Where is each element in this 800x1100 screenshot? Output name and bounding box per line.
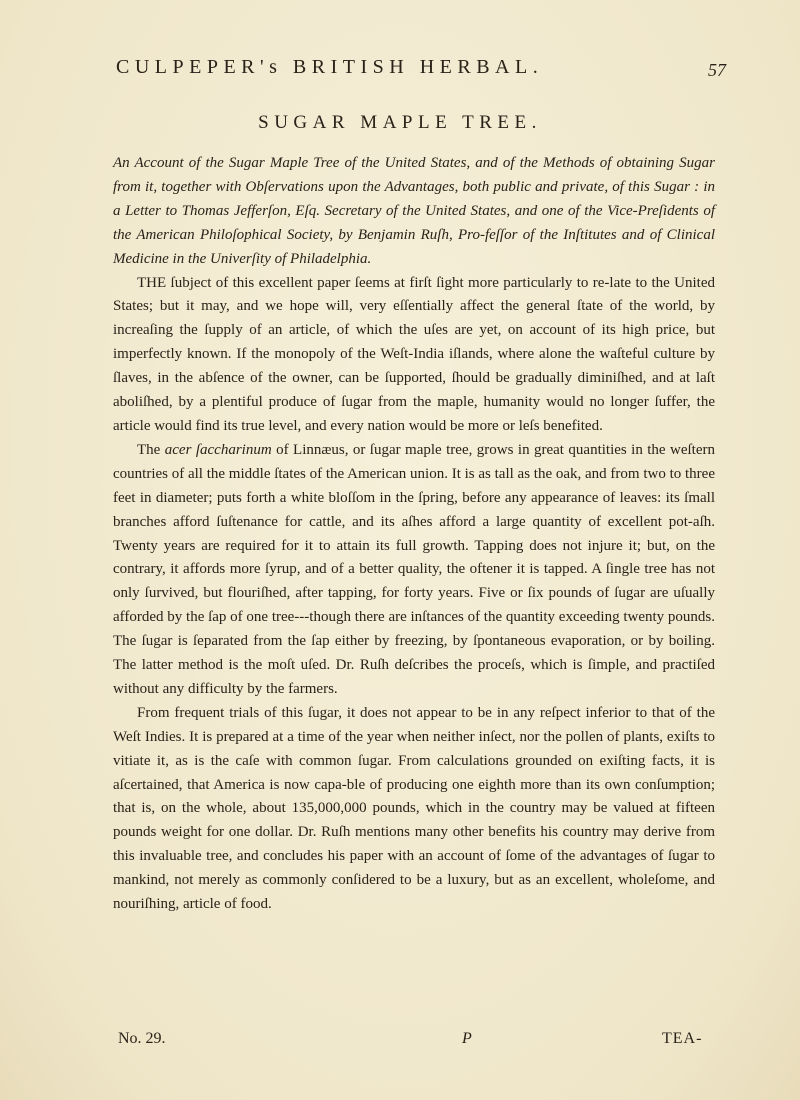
- paragraph-1-lead: THE: [137, 274, 167, 291]
- paragraph-1: [113, 272, 715, 439]
- catchword: TEA-: [662, 1030, 703, 1047]
- page-number: 57: [708, 60, 726, 80]
- paragraph-2-lead: The: [137, 441, 165, 458]
- signature-mark: P: [462, 1030, 472, 1047]
- running-head: CULPEPER's BRITISH HERBAL.: [116, 56, 544, 78]
- paragraph-2-text: of Linnæus, or ſugar maple tree, grows in great quantities in the weſtern countries of all the middle ſtates of the American union. It is as tall as the oak, and from two to three feet in diameter; puts forth a white bloſſom in the ſpring, before any appearance of leaves: its ſmall branches afford ſuſtenance for cattle, and its aſhes afford a large quantity of excellent pot-aſh. Twenty years are required for it to attain its full growth. Tapping does not injure it; but, on the contrary, it affords more ſyrup, and of a better quality, the oftener it is tapped. A ſingle tree has not only ſurvived, but flouriſhed, after tapping, for forty years. Five or ſix pounds of ſugar are uſually afforded by the ſap of one tree---though there are inſtances of the quantity exceeding twenty pounds. The ſugar is ſeparated from the ſap either by freezing, by ſpontaneous evaporation, or by boiling. The latter method is the moſt uſed. Dr. Ruſh deſcribes the proceſs, which is ſimple, and practiſed without any difficulty by the farmers.: [113, 441, 716, 697]
- latin-name: acer ſaccharinum: [164, 441, 272, 458]
- section-title: SUGAR MAPLE TREE.: [258, 112, 542, 133]
- paragraph-1-text: ſubject of this excellent paper ſeems at firſt ſight more particularly to re-late to the United States; but it may, and we hope will, very eſſentially affect the general ſtate of the world, by increaſing the ſupply of an article, of which the uſes are yet, on account of its high price, but imperfectly known. If the monopoly of the Weſt-India iſlands, where alone the waſteful culture by ſlaves, in the abſence of the owner, can be ſupported, ſhould be gradually diminiſhed, and at laſt aboliſhed, by a plentiful produce of ſugar from the maple, humanity would no longer ſuffer, the article would find its true level, and every nation would be more or leſs benefited.: [113, 274, 715, 434]
- issue-number: No. 29.: [118, 1030, 166, 1047]
- body-text: [113, 152, 715, 917]
- intro-paragraph: [113, 152, 715, 272]
- intro-text: An Account of the Sugar Maple Tree of the United States, and of the Methods of obtaining Sugar from it, together with Obſervations upon the Advantages, both public and private, of this Sugar : in a Letter to Thomas Jefferſon, Eſq. Secretary of the United States, and one of the Vice-Preſidents of the American Philoſophical Society, by Benjamin Ruſh, Pro-feſſor of the Inſtitutes and of Clinical Medicine in the Univerſity of Philadelphia.: [113, 155, 715, 267]
- paragraph-3-text: From frequent trials of this ſugar, it does not appear to be in any reſpect inferior to that of the Weſt Indies. It is prepared at a time of the year when neither inſect, nor the pollen of plants, exiſts to vitiate it, as is the caſe with common ſugar. From calculations grounded on exiſting facts, it is aſcertained, that America is now capa-ble of producing one eighth more than its own conſumption; that is, on the whole, about 135,000,000 pounds, which in the country may be valued at fifteen pounds weight for one dollar. Dr. Ruſh mentions many other benefits his country may derive from this invaluable tree, and concludes his paper with an account of ſome of the advantages of ſugar to mankind, not merely as commonly conſidered to be a luxury, but as an excellent, wholeſome, and nouriſhing, article of food.: [113, 704, 715, 913]
- paragraph-2: [113, 439, 715, 702]
- paragraph-3: [113, 702, 715, 917]
- page-footer: [118, 1030, 718, 1054]
